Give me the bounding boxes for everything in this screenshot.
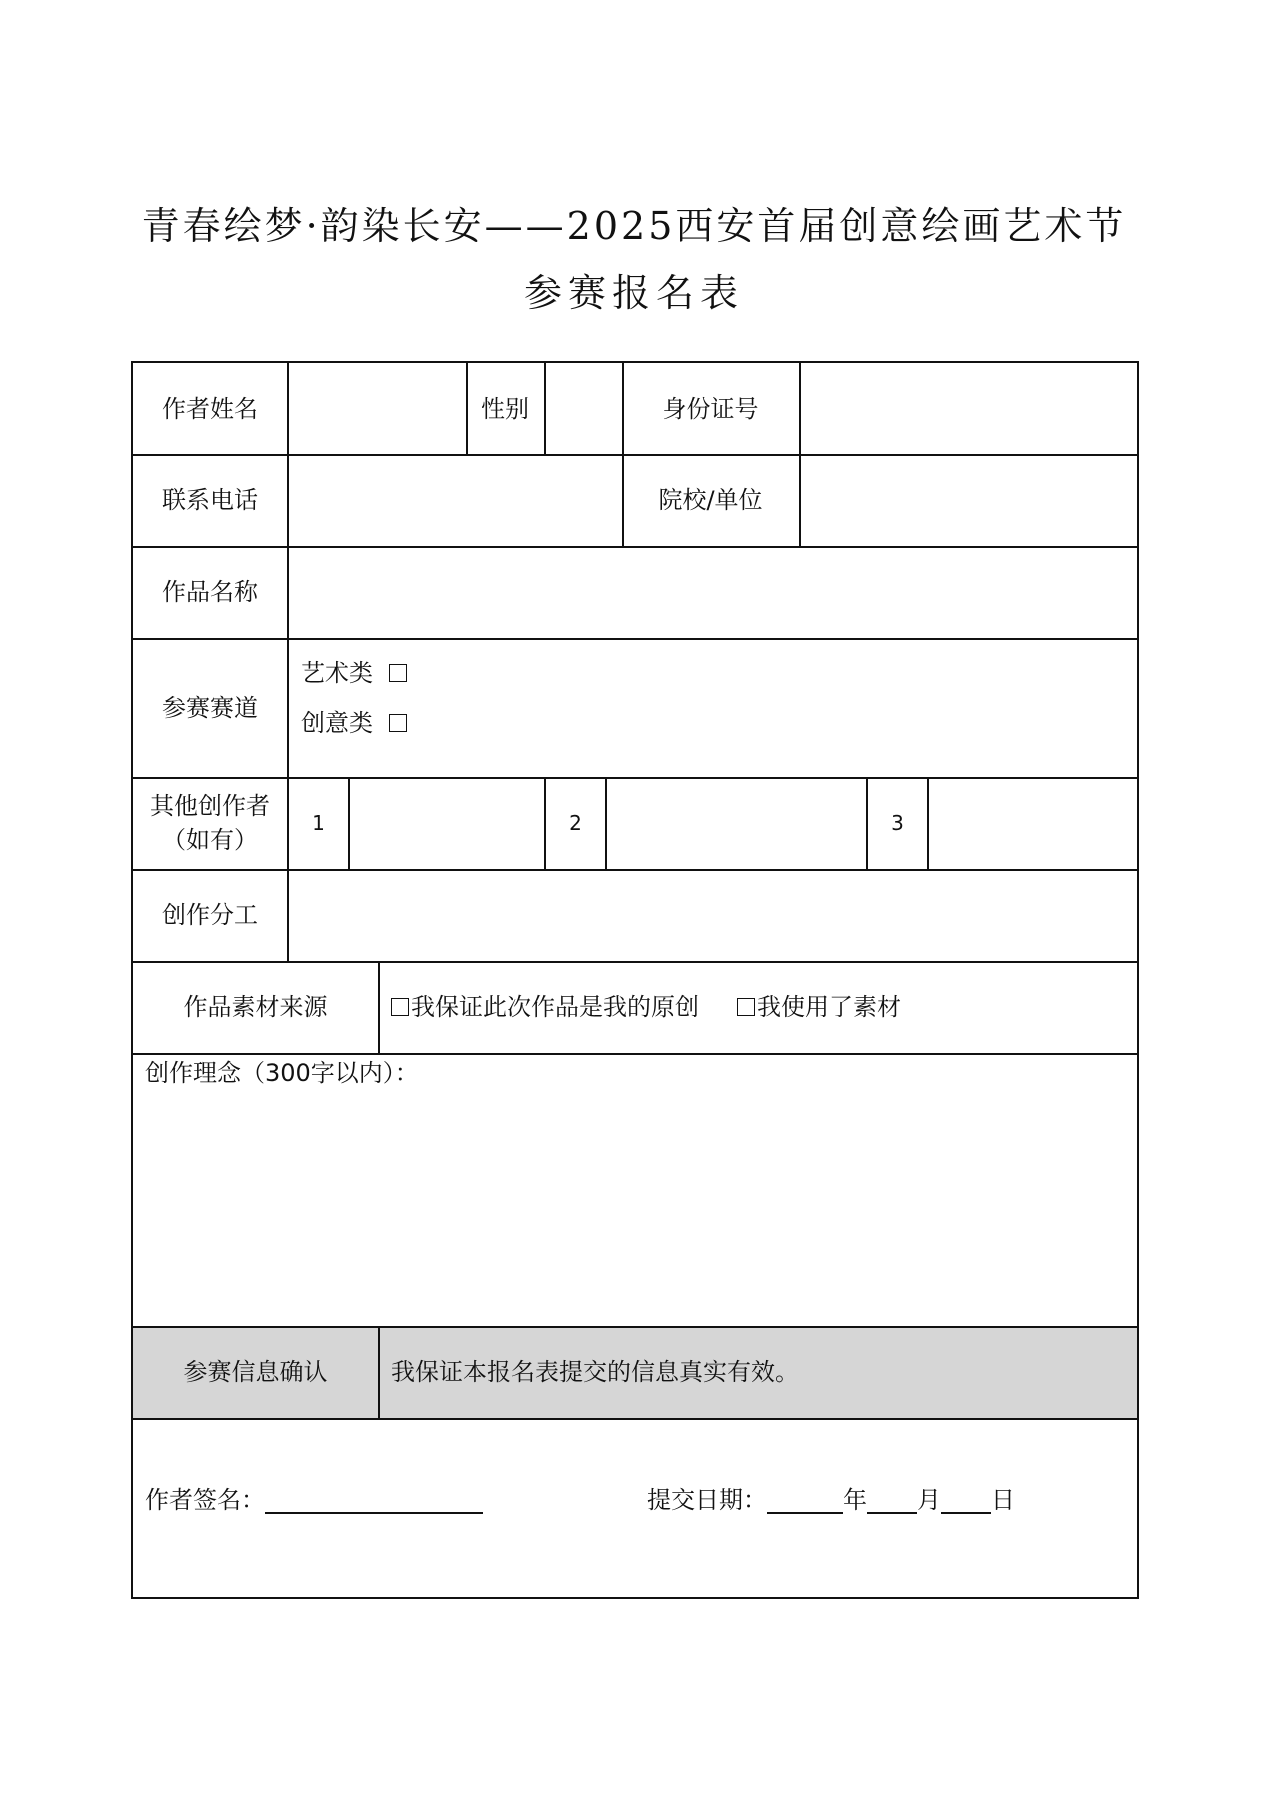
co-author-number-1: 1 — [312, 811, 325, 835]
confirm-text: 我保证本报名表提交的信息真实有效。 — [391, 1358, 799, 1386]
col-divider — [378, 1326, 380, 1418]
track-label: 参赛赛道 — [162, 693, 258, 722]
co-authors-label — [133, 777, 287, 869]
row-divider — [133, 1418, 1137, 1420]
registration-form-table — [131, 361, 1139, 1599]
work-name-input[interactable] — [289, 546, 1137, 638]
signature-line[interactable] — [265, 1486, 483, 1514]
track-option-art[interactable] — [301, 656, 701, 690]
form-title: 青春绘梦·韵染长安——2025西安首届创意绘画艺术节 — [141, 204, 1127, 248]
confirm-label: 参赛信息确认 — [183, 1358, 328, 1386]
checkbox-icon[interactable] — [737, 998, 755, 1016]
signature-area — [145, 1480, 625, 1520]
day-line[interactable] — [941, 1486, 991, 1514]
signature-label: 作者签名： — [145, 1486, 265, 1514]
track-option-art-label: 艺术类 — [301, 659, 373, 687]
phone-input[interactable] — [289, 454, 622, 546]
date-label: 提交日期： — [647, 1486, 767, 1514]
co-author-3-input[interactable] — [929, 777, 1137, 869]
gender-label: 性别 — [481, 394, 529, 423]
concept-label: 创作理念（300字以内）： — [145, 1059, 419, 1087]
phone-label: 联系电话 — [162, 486, 258, 514]
source-option-original[interactable]: 我保证此次作品是我的原创 — [411, 993, 699, 1021]
co-author-1-input[interactable] — [350, 777, 544, 869]
co-authors-label-line1: 其他创作者 — [150, 792, 270, 820]
division-input[interactable] — [289, 869, 1137, 961]
co-author-number-3: 3 — [891, 811, 904, 835]
track-option-creative-label: 创意类 — [301, 709, 373, 737]
author-name-input[interactable] — [289, 363, 466, 454]
source-option-material[interactable]: 我使用了素材 — [757, 993, 901, 1021]
year-line[interactable] — [767, 1486, 843, 1514]
date-year: 年 — [843, 1486, 867, 1514]
track-option-creative[interactable] — [301, 706, 701, 740]
source-options — [391, 961, 1131, 1053]
work-name-label: 作品名称 — [162, 578, 258, 606]
school-label: 院校/单位 — [658, 486, 763, 514]
checkbox-icon[interactable] — [389, 664, 407, 682]
date-area — [647, 1480, 1127, 1520]
concept-input[interactable] — [133, 1093, 1137, 1325]
co-authors-label-line2: （如有） — [162, 826, 258, 854]
checkbox-icon[interactable] — [391, 998, 409, 1016]
month-line[interactable] — [867, 1486, 917, 1514]
gender-input[interactable] — [546, 363, 622, 454]
date-month: 月 — [917, 1486, 941, 1514]
col-divider — [378, 961, 380, 1053]
co-author-2-input[interactable] — [607, 777, 866, 869]
checkbox-icon[interactable] — [389, 714, 407, 732]
id-number-input[interactable] — [801, 363, 1137, 454]
source-label: 作品素材来源 — [183, 993, 328, 1021]
form-subtitle: 参赛报名表 — [523, 271, 744, 315]
date-day: 日 — [991, 1486, 1015, 1514]
school-input[interactable] — [801, 454, 1137, 546]
co-author-number-2: 2 — [569, 811, 582, 835]
author-name-label: 作者姓名 — [162, 394, 258, 423]
division-label: 创作分工 — [162, 901, 258, 929]
id-number-label: 身份证号 — [662, 394, 759, 423]
